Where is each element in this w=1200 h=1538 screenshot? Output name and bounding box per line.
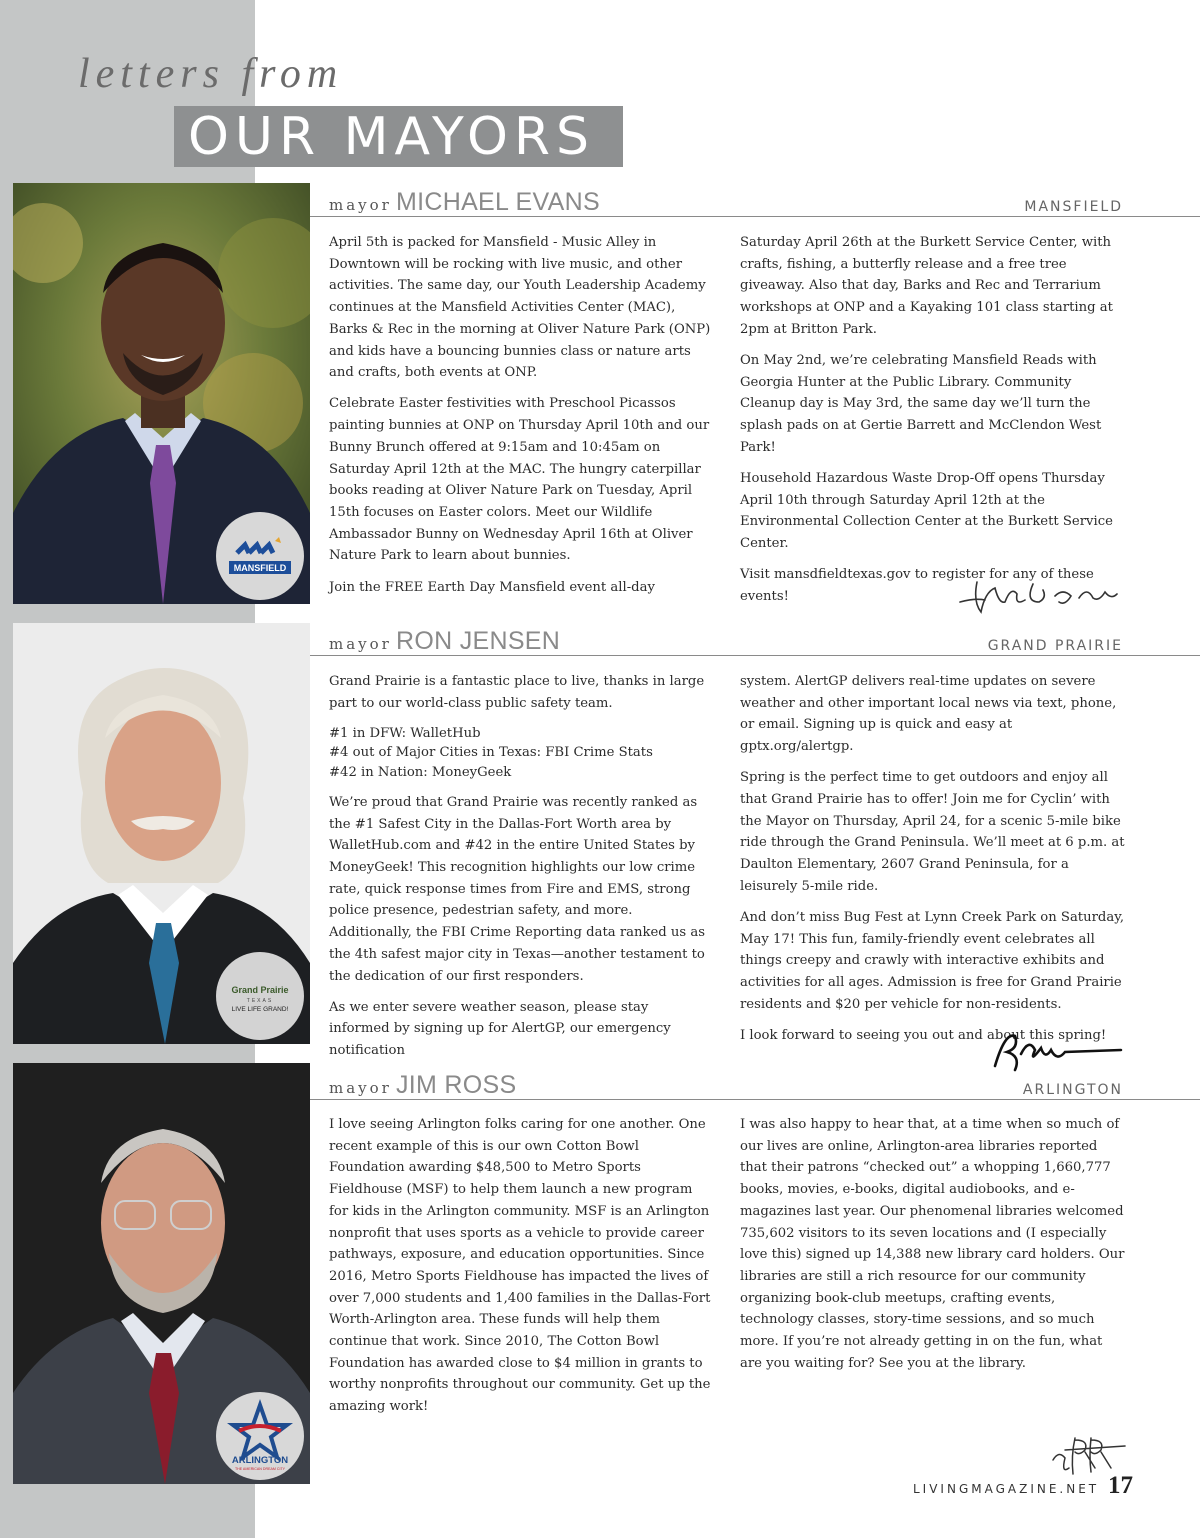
mayor-evans-photo: [13, 183, 310, 604]
svg-text:THE AMERICAN DREAM CITY: THE AMERICAN DREAM CITY: [234, 1467, 286, 1471]
mayor-evans-header: [329, 186, 1200, 214]
mayor-label: mayor: [329, 1079, 392, 1097]
mayor-city: MANSFIELD: [1024, 199, 1123, 215]
mayor-jensen-column-left: [329, 671, 713, 1071]
mayor-name: JIM ROSS: [396, 1071, 517, 1099]
mayor-label: mayor: [329, 196, 392, 214]
mayor-evans-signature: [955, 572, 1130, 618]
mayor-city: ARLINGTON: [1022, 1082, 1123, 1098]
paragraph: I was also happy to hear that, at a time when so much of our lives are online, Arlington-area libraries reported that their patrons “checked out” a whopping 1,660,777 books, movies, e-books, digital audiobooks, and e-magazines last year. Our phenomenal libraries welcomed 735,602 visitors to its seven locations and (I especially love this) signed up 14,388 new library card holders. Our libraries are still a rich resource for our community organizing book-club meetups, crafting events, technology classes, story-time sessions, and so much more. If you’re not already getting in on the fun, what are you waiting for? See you at the library.: [740, 1117, 1125, 1371]
mayor-ross-column-left: [329, 1114, 713, 1427]
mayor-name: RON JENSEN: [396, 627, 561, 655]
section-rule: [310, 655, 1200, 656]
rankings-list: [329, 724, 713, 783]
svg-text:LIVE LIFE GRAND!: LIVE LIFE GRAND!: [231, 1006, 289, 1013]
paragraph: April 5th is packed for Mansfield - Music Alley in Downtown will be rocking with live music, and other activities. The same day, our Youth Leadership Academy continues at the Mansfield Activities Center (MAC), Barks & Rec in the morning at Oliver Nature Park (ONP) and kids have a bouncing bunnies class or nature arts and crafts, both events at ONP.: [329, 235, 711, 381]
mayor-ross-signature: [1045, 1430, 1130, 1478]
paragraph: Visit mansdfieldtexas.gov to register for any of these events!: [740, 567, 1094, 605]
paragraph: On May 2nd, we’re celebrating Mansfield Reads with Georgia Hunter at the Public Library. Community Cleanup day is May 3rd, the same day we’ll turn the splash pads on at Gertie Barrett and McClendon West Park!: [740, 353, 1102, 455]
mayor-city: GRAND PRAIRIE: [987, 638, 1123, 654]
ranking-item: #42 in Nation: MoneyGeek: [329, 764, 512, 780]
title-box: [174, 106, 623, 167]
page-number: 17: [1108, 1472, 1133, 1499]
mayor-evans-column-right: [740, 232, 1126, 617]
paragraph: Grand Prairie is a fantastic place to live, thanks in large part to our world-class public safety team.: [329, 674, 705, 711]
mayor-jensen-photo: [13, 623, 310, 1044]
paragraph: I look forward to seeing you out and about this spring!: [740, 1028, 1107, 1044]
mayor-ross-photo: [13, 1063, 310, 1484]
ranking-item: #4 out of Major Cities in Texas: FBI Crime Stats: [329, 745, 653, 761]
mayor-jensen-column-right: [740, 671, 1126, 1056]
svg-text:TEXAS: TEXAS: [246, 998, 274, 1004]
section-rule: [310, 1099, 1200, 1100]
svg-text:Grand Prairie: Grand Prairie: [231, 985, 289, 995]
paragraph: Household Hazardous Waste Drop-Off opens Thursday April 10th through Saturday April 12th at the Environmental Collection Center at the Burkett Service Center.: [740, 471, 1113, 552]
arlington-logo-icon: [215, 1391, 305, 1481]
paragraph: And don’t miss Bug Fest at Lynn Creek Park on Saturday, May 17! This fun, family-friendly event celebrates all things creepy and crawly with interactive exhibits and activities for all ages. Admission is free for Grand Prairie residents and $20 per vehicle for non-residents.: [740, 910, 1125, 1012]
svg-text:ARLINGTON: ARLINGTON: [231, 1455, 289, 1466]
paragraph: As we enter severe weather season, please stay informed by signing up for AlertGP, our emergency notification: [329, 999, 671, 1059]
svg-text:MANSFIELD: MANSFIELD: [233, 563, 287, 573]
paragraph: Spring is the perfect time to get outdoors and enjoy all that Grand Prairie has to offer! Join me for Cyclin’ with the Mayor on Thursday, April 24, for a scenic 5-mile bike ride through the Grand Peninsula. We’ll meet at 6 p.m. at Daulton Elementary, 2607 Grand Peninsula, for a leisurely 5-mile ride.: [740, 770, 1125, 894]
mayor-ross-column-right: [740, 1114, 1126, 1384]
paragraph: Saturday April 26th at the Burkett Service Center, with crafts, fishing, a butterfly release and a free tree giveaway. Also that day, Barks and Rec and Terrarium workshops at ONP and a Kayaking 101 class starting at 2pm at Britton Park.: [740, 235, 1113, 337]
page-title: OUR MAYORS: [188, 107, 596, 167]
mayor-jensen-header: [329, 625, 1200, 653]
paragraph: Celebrate Easter festivities with Preschool Picassos painting bunnies at ONP on Thursday April 10th and our Bunny Brunch offered at 9:15am and 10:45am on Saturday April 12th at the MAC. The hungry caterpillar books reading at Oliver Nature Park on Tuesday, April 15th focuses on Easter colors. Meet our Wildlife Ambassador Bunny on Wednesday April 16th at Oliver Nature Park to learn about bunnies.: [329, 396, 710, 564]
grand-prairie-logo-icon: [215, 951, 305, 1041]
section-rule: [310, 216, 1200, 217]
paragraph: We’re proud that Grand Prairie was recently ranked as the #1 Safest City in the Dallas-Fort Worth area by WalletHub.com and #42 in the entire United States by MoneyGeek! This recognition highlights our low crime rate, quick response times from Fire and EMS, strong police presence, pedestrian safety, and more. Additionally, the FBI Crime Reporting data ranked us as the 4th safest major city in Texas—another testament to the dedication of our first responders.: [329, 794, 705, 984]
paragraph: Join the FREE Earth Day Mansfield event all-day: [329, 579, 655, 595]
mayor-ross-header: [329, 1069, 1200, 1097]
paragraph: I love seeing Arlington folks caring for one another. One recent example of this is our own Cotton Bowl Foundation awarding $48,500 to Metro Sports Fieldhouse (MSF) to help them launch a new program for kids in the Arlington community. MSF is an Arlington nonprofit that uses sports as a vehicle to provide career pathways, exposure, and education opportunities. Since 2016, Metro Sports Fieldhouse has impacted the lives of over 7,000 students and 1,400 families in the Dallas-Fort Worth-Arlington area. These funds will help them continue that work. Since 2010, The Cotton Bowl Foundation has awarded close to $4 million in grants to worthy nonprofits throughout our community. Get up the amazing work!: [329, 1117, 711, 1415]
footer-site: LIVINGMAGAZINE.NET: [913, 1482, 1100, 1496]
mansfield-logo-icon: [215, 511, 305, 601]
mayor-evans-column-left: [329, 232, 713, 608]
mayor-label: mayor: [329, 635, 392, 653]
section-kicker: letters from: [78, 51, 344, 97]
ranking-item: #1 in DFW: WalletHub: [329, 725, 481, 741]
mayor-jensen-signature: [985, 1026, 1125, 1074]
paragraph: system. AlertGP delivers real-time updates on severe weather and other important local news via text, phone, or email. Signing up is quick and easy at gptx.org/alertgp.: [740, 674, 1117, 755]
mayor-name: MICHAEL EVANS: [396, 188, 600, 216]
